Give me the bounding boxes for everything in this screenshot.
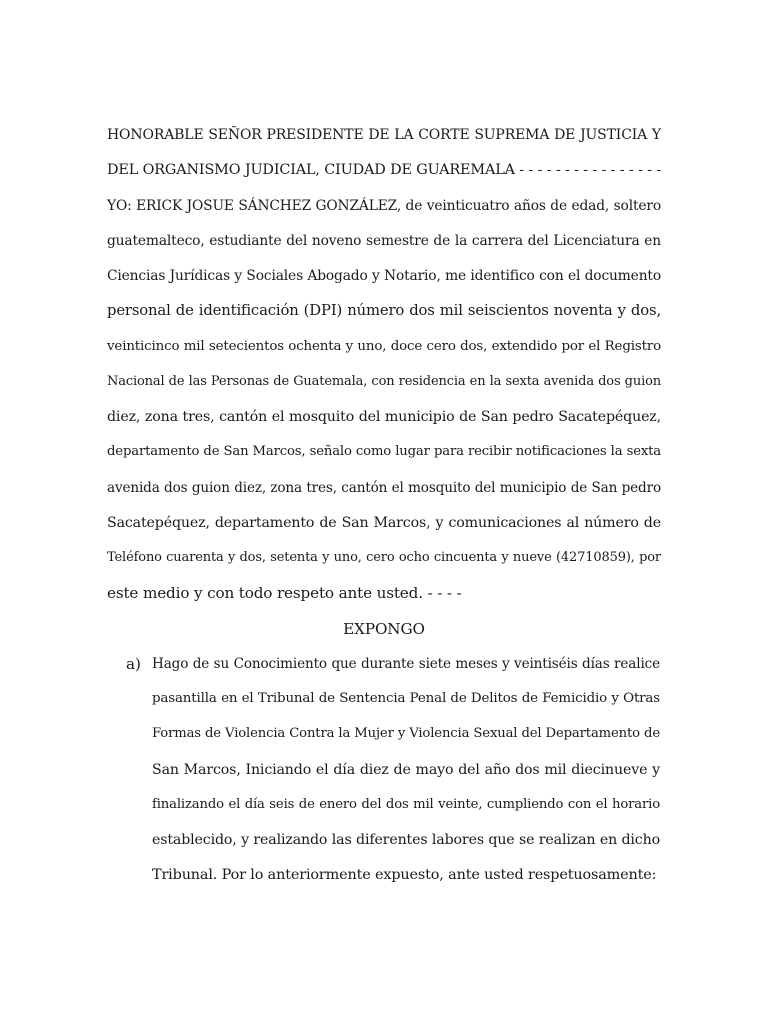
section-heading: EXPONGO	[343, 620, 425, 638]
item-a-line-1: Hago de su Conocimiento que durante siete meses y veintiséis días realice	[152, 656, 660, 672]
intro-line-4: personal de identificación (DPI) número dos mil seiscientos noventa y dos,	[107, 302, 661, 319]
item-a-line-2: pasantilla en el Tribunal de Sentencia Penal de Delitos de Femicidio y Otras	[152, 691, 660, 706]
intro-line-5: veinticinco mil setecientos ochenta y uno, doce cero dos, extendido por el Registro	[107, 339, 661, 354]
item-a-line-7: Tribunal. Por lo anteriormente expuesto, ante usted respetuosamente:	[152, 867, 657, 883]
item-a-line-6: establecido, y realizando las diferentes labores que se realizan en dicho	[152, 832, 660, 848]
intro-line-2: guatemalteco, estudiante del noveno semestre de la carrera del Licenciatura en	[107, 233, 661, 249]
intro-line-9: avenida dos guion diez, zona tres, cantón el mosquito del municipio de San pedro	[107, 480, 661, 496]
item-a-marker: a)	[126, 655, 141, 673]
intro-line-1: YO: ERICK JOSUE SÁNCHEZ GONZÁLEZ, de veinticuatro años de edad, soltero	[107, 198, 661, 214]
intro-line-6: Nacional de las Personas de Guatemala, con residencia en la sexta avenida dos guion	[107, 374, 661, 389]
item-a-line-3: Formas de Violencia Contra la Mujer y Violencia Sexual del Departamento de	[152, 726, 660, 741]
intro-line-7: diez, zona tres, cantón el mosquito del municipio de San pedro Sacatepéquez,	[107, 409, 661, 425]
item-a-line-4: San Marcos, Iniciando el día diez de mayo del año dos mil diecinueve y	[152, 762, 660, 778]
header-line-2: DEL ORGANISMO JUDICIAL, CIUDAD DE GUAREMALA - - - - - - - - - - - - - - - -	[107, 162, 662, 178]
intro-line-10: Sacatepéquez, departamento de San Marcos, y comunicaciones al número de	[107, 515, 661, 531]
item-a-line-5: finalizando el día seis de enero del dos mil veinte, cumpliendo con el horario	[152, 797, 660, 812]
intro-line-11: Teléfono cuarenta y dos, setenta y uno, cero ocho cincuenta y nueve (42710859), por	[107, 550, 661, 565]
intro-line-3: Ciencias Jurídicas y Sociales Abogado y Notario, me identifico con el documento	[107, 268, 661, 284]
intro-line-8: departamento de San Marcos, señalo como lugar para recibir notificaciones la sexta	[107, 444, 661, 459]
header-line-1: HONORABLE SEÑOR PRESIDENTE DE LA CORTE SUPREMA DE JUSTICIA Y	[107, 127, 661, 143]
intro-line-12: este medio y con todo respeto ante usted. - - - -	[107, 584, 462, 602]
